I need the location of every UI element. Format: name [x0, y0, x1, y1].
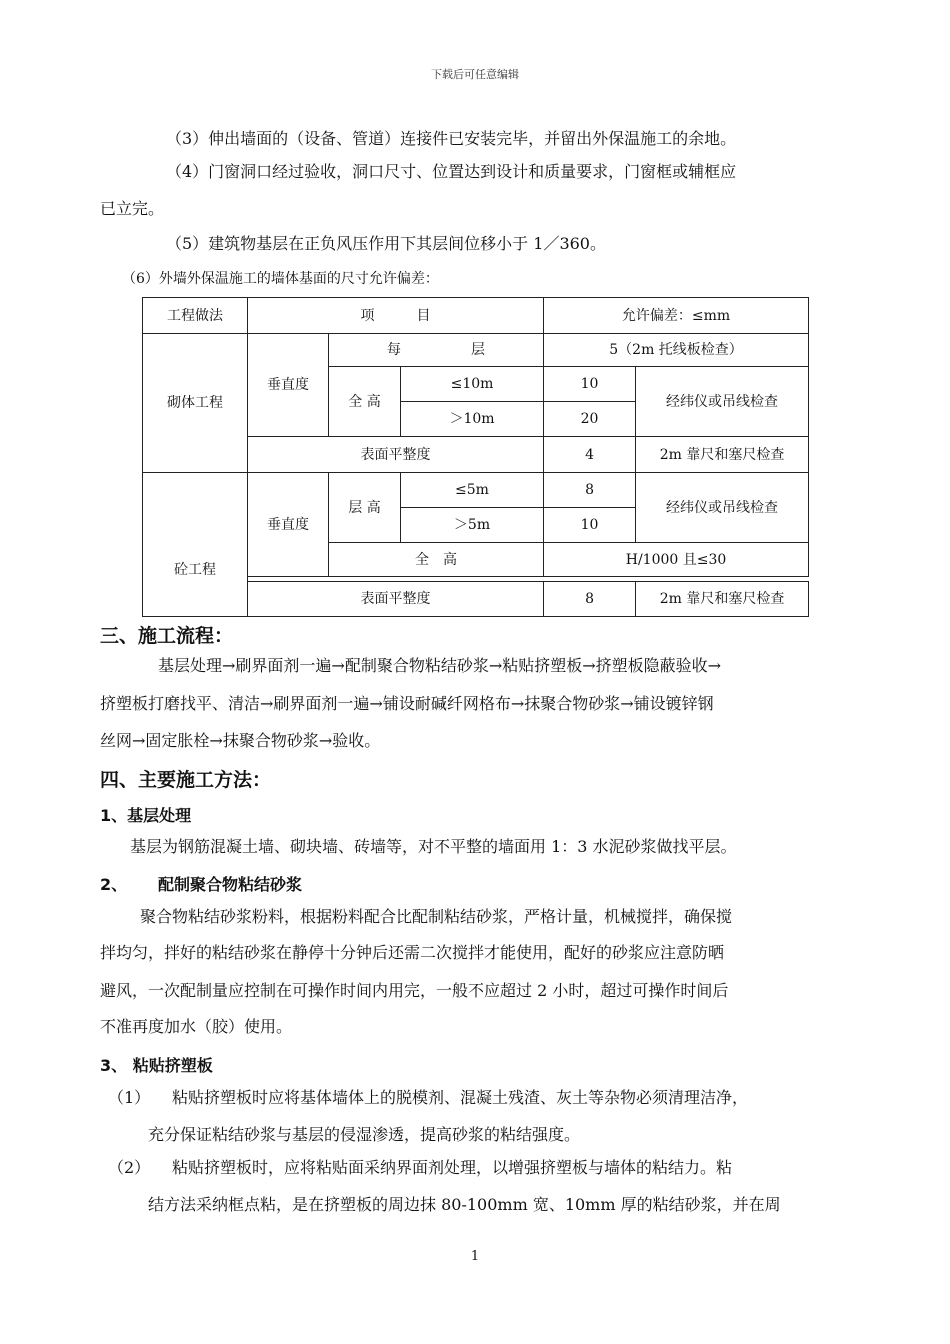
- section-3-title: 三、施工流程：: [100, 625, 234, 647]
- paragraph-5: （5）建筑物基层在正负风压作用下其层间位移小于 1／360。: [166, 234, 606, 253]
- section-3-line-1: 基层处理→刷界面剂一遍→配制聚合物粘结砂浆→粘贴挤塑板→挤塑板隐蔽验收→: [158, 656, 722, 675]
- le10m-cell: ≤10m: [401, 367, 544, 402]
- flatness-value: 4: [544, 437, 636, 473]
- gt10m-value: 20: [544, 402, 636, 437]
- subsection-2-number: 2、: [100, 875, 128, 894]
- section-4-title: 四、主要施工方法：: [100, 769, 272, 791]
- masonry-cell: 砌体工程: [143, 334, 248, 473]
- item-2-line-2: 结方法采纳框点粘，是在挤塑板的周边抹 80-100mm 宽、10mm 厚的粘结砂浆，并在周: [148, 1195, 781, 1214]
- item-2-line-1: 粘贴挤塑板时，应将粘贴面采纳界面剂处理，以增强挤塑板与墙体的粘结力。粘: [172, 1158, 733, 1177]
- subsection-2-line-4: 不准再度加水（胶）使用。: [100, 1017, 293, 1036]
- le5m-cell: ≤5m: [401, 473, 544, 508]
- subsection-1-text: 基层为钢筋混凝土墙、砌块墙、砖墙等，对不平整的墙面用 1：3 水泥砂浆做找平层。: [130, 837, 737, 856]
- header-method: 工程做法: [143, 298, 248, 334]
- paragraph-4-line-2: 已立完。: [100, 199, 165, 218]
- item-1-line-1: 粘贴挤塑板时应将基体墙体上的脱模剂、混凝土残渣、灰土等杂物必须清理洁净，: [172, 1088, 749, 1107]
- gt5m-cell: ＞5m: [401, 508, 544, 543]
- page-number: 1: [470, 1249, 480, 1264]
- concrete-cell: 砼工程: [143, 473, 248, 617]
- full-height-cell: 全 高: [329, 367, 401, 437]
- header-tolerance: 允许偏差：≤mm: [544, 298, 809, 334]
- le10m-value: 10: [544, 367, 636, 402]
- subsection-1-title: 1、基层处理: [100, 806, 192, 825]
- theodolite-check-cell-2: 经纬仪或吊线检查: [636, 473, 809, 543]
- per-floor-value: 5（2m 托线板检查）: [544, 334, 809, 367]
- item-2-number: （2）: [108, 1158, 151, 1177]
- subsection-2-title: 配制聚合物粘结砂浆: [158, 875, 303, 894]
- paragraph-3: （3）伸出墙面的（设备、管道）连接件已安装完毕，并留出外保温施工的余地。: [166, 129, 737, 148]
- ruler-check-cell: 2m 靠尺和塞尺检查: [636, 437, 809, 473]
- header-item: 项 目: [248, 298, 544, 334]
- theodolite-check-cell: 经纬仪或吊线检查: [636, 367, 809, 437]
- gt10m-cell: ＞10m: [401, 402, 544, 437]
- subsection-2-line-1: 聚合物粘结砂浆粉料，根据粉料配合比配制粘结砂浆，严格计量，机械搅拌，确保搅: [140, 907, 733, 926]
- paragraph-4-line-1: （4）门窗洞口经过验收，洞口尺寸、位置达到设计和质量要求，门窗框或辅框应: [166, 162, 737, 181]
- subsection-2-line-2: 拌均匀，拌好的粘结砂浆在静停十分钟后还需二次搅拌才能使用，配好的砂浆应注意防晒: [100, 943, 725, 962]
- ruler-check-cell-2: 2m 靠尺和塞尺检查: [636, 582, 809, 617]
- subsection-3-title: 3、 粘贴挤塑板: [100, 1056, 213, 1075]
- section-3-line-2: 挤塑板打磨找平、清洁→刷界面剂一遍→铺设耐碱纤网格布→抹聚合物砂浆→铺设镀锌钢: [100, 694, 714, 713]
- flatness-value-2: 8: [544, 582, 636, 617]
- full-height-value-2: H/1000 且≤30: [544, 543, 809, 577]
- item-1-number: （1）: [108, 1088, 151, 1107]
- page-header: 下载后可任意编辑: [431, 68, 519, 81]
- item-1-line-2: 充分保证粘结砂浆与基层的侵湿渗透，提高砂浆的粘结强度。: [148, 1125, 581, 1144]
- le5m-value: 8: [544, 473, 636, 508]
- tolerance-table: [142, 297, 809, 617]
- verticality-cell-2: 垂直度: [248, 473, 329, 577]
- gt5m-value: 10: [544, 508, 636, 543]
- per-floor-cell: 每 层: [329, 334, 544, 367]
- flatness-cell: 表面平整度: [248, 437, 544, 473]
- flatness-cell-2: 表面平整度: [248, 582, 544, 617]
- floor-height-cell: 层 高: [329, 473, 401, 543]
- section-3-line-3: 丝网→固定胀栓→抹聚合物砂浆→验收。: [100, 731, 381, 750]
- verticality-cell: 垂直度: [248, 334, 329, 437]
- paragraph-6: （6）外墙外保温施工的墙体基面的尺寸允许偏差：: [122, 271, 439, 287]
- subsection-2-line-3: 避风，一次配制量应控制在可操作时间内用完，一般不应超过 2 小时，超过可操作时间后: [100, 981, 729, 1000]
- full-height-cell-2: 全 高: [329, 543, 544, 577]
